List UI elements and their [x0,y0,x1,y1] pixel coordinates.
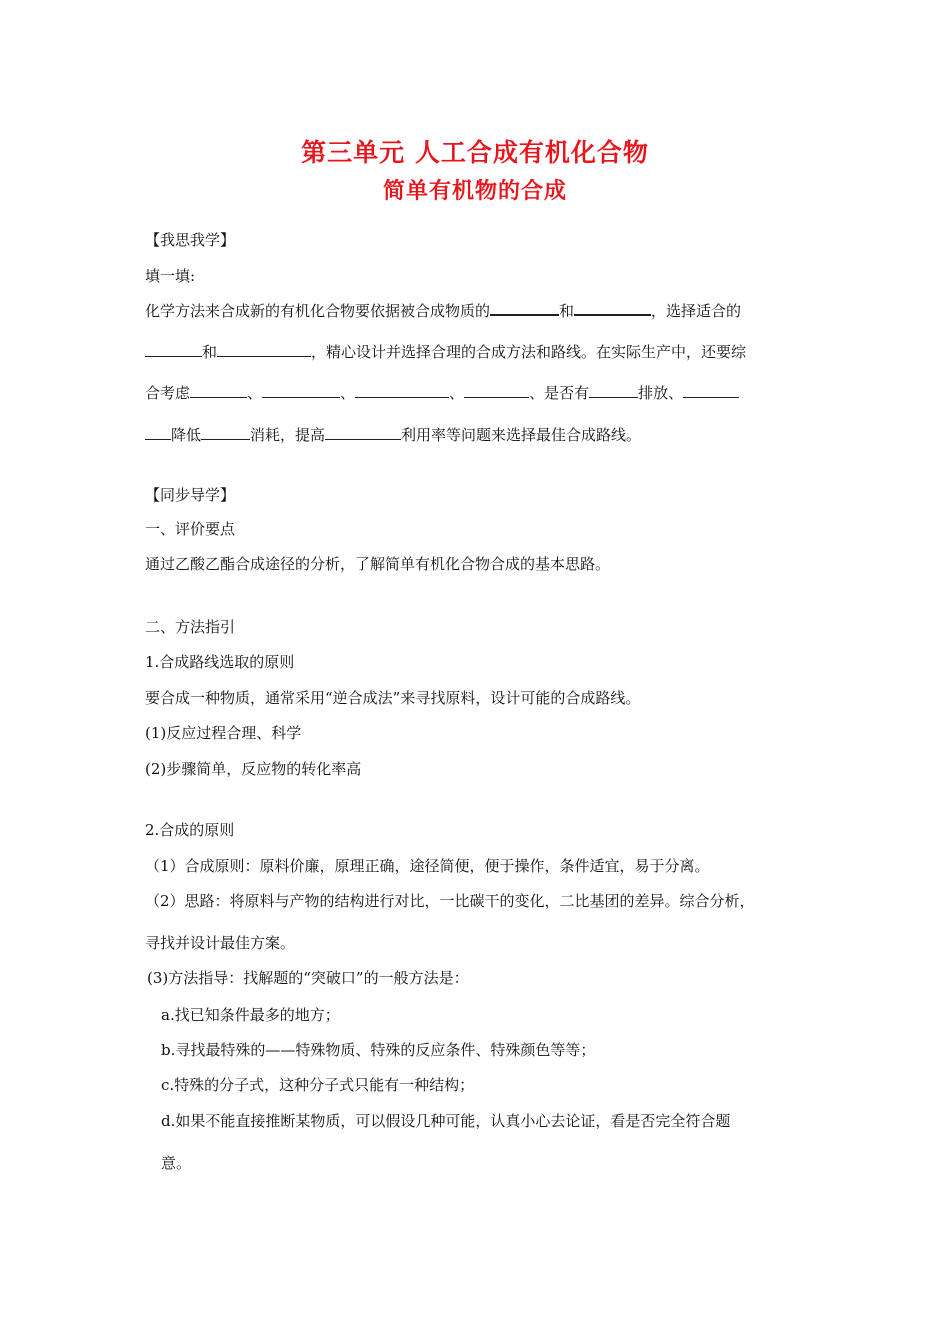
method-title: 二、方法指引 [145,618,236,636]
text-fragment: 利用率等问题来选择最佳合成路线。 [401,426,642,444]
separator: 、 [449,384,465,402]
separator: 、 [247,384,263,402]
evaluation-text: 通过乙酸乙酯合成途径的分析，了解简单有机化合物合成的基本思路。 [145,555,611,573]
text-fragment: 、是否有 [529,384,590,402]
route-principle-text: 要合成一种物质，通常采用“逆合成法”来寻找原料，设计可能的合成路线。 [145,689,641,707]
answer-blank[interactable] [355,381,449,398]
section-heading-reflect: 【我思我学】 [145,231,236,249]
method-point-d: d.如果不能直接推断某物质，可以假设几种可能，认真小心去论证，看是否完全符合题 [161,1112,731,1130]
answer-blank[interactable] [464,381,529,398]
route-principle-item-2: (2)步骤简单，反应物的转化率高 [145,760,362,778]
text-fragment: 和 [559,302,575,320]
fill-paragraph-line-1 [145,298,815,322]
text-fragment: 合考虑 [145,384,191,402]
text-fragment: 排放、 [638,384,684,402]
answer-blank[interactable] [145,340,202,357]
answer-blank[interactable] [190,381,247,398]
method-point-a: a.找已知条件最多的地方； [161,1006,340,1024]
document-title: 第三单元 人工合成有机化合物 [301,138,649,167]
fill-paragraph-line-2 [145,340,815,363]
text-fragment: ，精心设计并选择合理的合成方法和路线。在实际生产中，还要综 [311,343,747,361]
synthesis-principle-item-2: （2）思路：将原料与产物的结构进行对比，一比碳干的变化，二比基团的差异。综合分析， [145,892,755,910]
answer-blank[interactable] [145,423,171,440]
synthesis-principle-item-1: （1）合成原则：原料价廉，原理正确，途径简便，便于操作，条件适宜，易于分离。 [145,857,710,875]
answer-blank[interactable] [490,298,559,316]
synthesis-principle-item-2-cont: 寻找并设计最佳方案。 [145,934,296,952]
answer-blank[interactable] [201,423,250,440]
document-subtitle: 简单有机物的合成 [382,179,567,204]
route-principle-item-1: (1)反应过程合理、科学 [145,724,302,742]
answer-blank[interactable] [262,381,340,398]
evaluation-title: 一、评价要点 [145,520,236,538]
route-principle-title: 1.合成路线选取的原则 [145,653,295,671]
fill-in-label: 填一填: [145,267,196,285]
method-point-d-cont: 意。 [161,1154,192,1172]
fill-paragraph-line-4 [145,423,815,446]
answer-blank[interactable] [325,423,401,440]
synthesis-principle-item-3: (3)方法指导：找解题的“突破口”的一般方法是： [147,969,469,987]
answer-blank[interactable] [574,298,651,316]
text-fragment: ，选择适合的 [651,302,742,320]
synthesis-principle-title: 2.合成的原则 [145,821,235,839]
text-fragment: 化学方法来合成新的有机化合物要依据被合成物质的 [145,302,491,320]
fill-paragraph-line-3 [145,381,815,404]
text-fragment: 降低 [171,426,202,444]
answer-blank[interactable] [217,340,311,357]
answer-blank[interactable] [683,381,739,398]
text-fragment: 消耗，提高 [250,426,326,444]
method-point-b: b.寻找最特殊的——特殊物质、特殊的反应条件、特殊颜色等等； [161,1041,596,1059]
answer-blank[interactable] [589,381,638,398]
method-point-c: c.特殊的分子式，这种分子式只能有一种结构； [161,1076,475,1094]
text-fragment: 和 [202,343,218,361]
section-heading-guide: 【同步导学】 [145,486,236,504]
separator: 、 [340,384,356,402]
